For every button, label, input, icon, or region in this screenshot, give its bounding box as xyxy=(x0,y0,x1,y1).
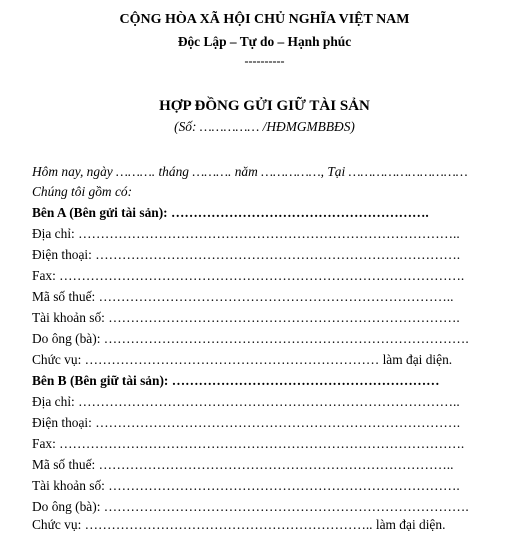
party-a-fax: Fax: ………………………………………………………………………………. xyxy=(32,268,465,283)
party-b-position: Chức vụ: ……………………………………………………….. làm đại diện. xyxy=(32,517,446,532)
national-title: CỘNG HÒA XÃ HỘI CHỦ NGHĨA VIỆT NAM xyxy=(119,12,410,27)
party-a-tax-code: Mã số thuế: …………………………………………………………………….. xyxy=(32,289,454,304)
party-b-account: Tài khoản số: ……………………………………………………………………. xyxy=(32,478,460,493)
party-a-heading: Bên A (Bên gửi tài sản): …………………………………………………. xyxy=(32,205,429,220)
party-a-position: Chức vụ: ………………………………………………………… làm đại diện. xyxy=(32,352,453,367)
party-a-represented-by: Do ông (bà): ………………………………………………………………………. xyxy=(32,331,469,346)
party-b-heading: Bên B (Bên giữ tài sản): …………………………………………………… xyxy=(32,373,440,388)
intro-parties: Chúng tôi gồm có: xyxy=(32,184,133,199)
header-separator: ---------- xyxy=(244,54,285,68)
party-b-tax-code: Mã số thuế: …………………………………………………………………….. xyxy=(32,457,454,472)
party-b-phone: Điện thoại: ………………………………………………………………………. xyxy=(32,415,461,430)
party-a-address: Địa chỉ: ………………………………………………………………………….. xyxy=(32,226,460,241)
party-a-account: Tài khoản số: ……………………………………………………………………. xyxy=(32,310,460,325)
intro-date-line: Hôm nay, ngày ………. tháng ………. năm ……………, Tại ………………………… xyxy=(32,164,468,179)
party-b-represented-by: Do ông (bà): ………………………………………………………………………. xyxy=(32,499,469,514)
document-number: (Số: …………… /HĐMGMBBĐS) xyxy=(174,119,355,134)
party-b-fax: Fax: ………………………………………………………………………………. xyxy=(32,436,465,451)
document-title: HỢP ĐỒNG GỬI GIỮ TÀI SẢN xyxy=(159,98,370,114)
party-a-phone: Điện thoại: ………………………………………………………………………. xyxy=(32,247,461,262)
national-motto: Độc Lập – Tự do – Hạnh phúc xyxy=(177,34,352,49)
party-b-address: Địa chỉ: ………………………………………………………………………….. xyxy=(32,394,460,409)
